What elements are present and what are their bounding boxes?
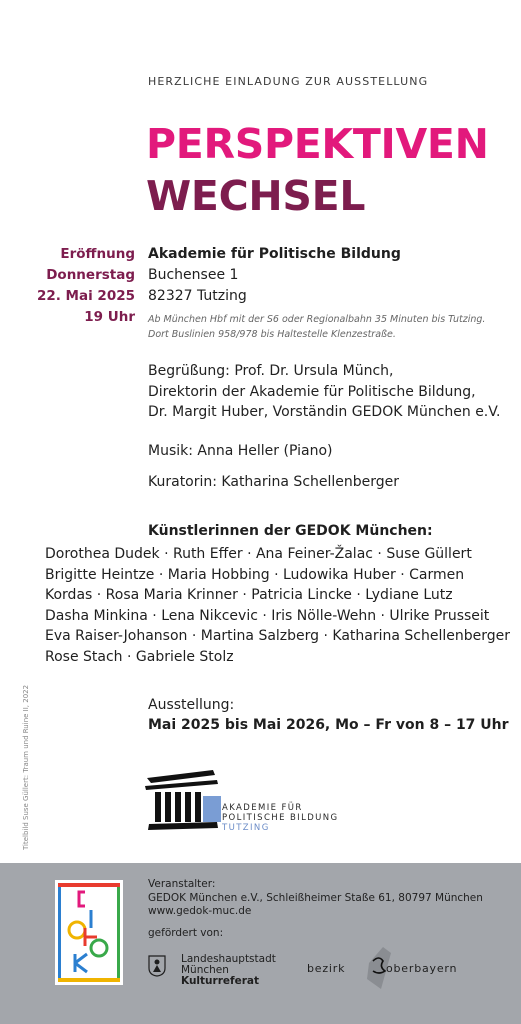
akademie-line-2: POLITISCHE BILDUNG <box>222 813 339 823</box>
artists-list <box>45 544 510 668</box>
organizer-block <box>148 878 483 919</box>
bezirk-wordmark-left: bezirk <box>307 962 346 975</box>
title-line-2: WECHSEL <box>146 172 366 220</box>
opening-time: 19 Uhr <box>84 309 135 325</box>
opening-label: Eröffnung <box>60 246 135 262</box>
greeting-line: Dr. Margit Huber, Vorständin GEDOK München e.V. <box>148 404 501 420</box>
funded-by-label: gefördert von: <box>148 927 224 939</box>
akademie-columns-logo <box>143 766 223 836</box>
music-credit: Musik: Anna Heller (Piano) <box>148 443 333 459</box>
venue-city: 82327 Tutzing <box>148 288 247 304</box>
artists-line: Rose Stach · Gabriele Stolz <box>45 648 234 665</box>
city-line-1: Landeshauptstadt <box>181 953 276 965</box>
munich-coat-of-arms-icon <box>148 955 166 977</box>
greeting-line: Direktorin der Akademie für Politische Bildung, <box>148 383 476 400</box>
venue-directions: Ab München Hbf mit der S6 oder Regionalbahn 35 Minuten bis Tutzing. Dort Buslinien 958/978 bis Haltestelle Klenzestraße. <box>148 314 486 340</box>
exhibition-label: Ausstellung: <box>148 697 235 713</box>
exhibition-dates: Mai 2025 bis Mai 2026, Mo – Fr von 8 – 17 Uhr <box>148 717 509 733</box>
organizer-address: GEDOK München e.V., Schleißheimer Staße 61, 80797 München <box>148 891 483 904</box>
greeting-block <box>148 361 500 423</box>
venue-name: Akademie für Politische Bildung <box>148 246 401 262</box>
venue-address <box>148 244 401 307</box>
artists-line: Kordas · Rosa Maria Krinner · Patricia Lincke · Lydiane Lutz <box>45 587 453 604</box>
akademie-line-3: TUTZING <box>222 823 270 833</box>
city-line-2: München <box>181 964 229 976</box>
artists-line: Eva Raiser-Johanson · Martina Salzberg · Katharina Schellenberger <box>45 628 511 645</box>
akademie-wordmark <box>222 803 339 833</box>
title-line-1: PERSPEKTIVEN <box>146 120 489 168</box>
cover-image-credit: Titelbild Suse Güllert: Traum und Ruine II, 2022 <box>22 684 30 850</box>
curator-credit: Kuratorin: Katharina Schellenberger <box>148 474 400 490</box>
munich-culture-logo <box>181 954 276 987</box>
gedok-logo <box>55 880 123 985</box>
opening-block <box>37 244 135 328</box>
opening-weekday: Donnerstag <box>46 267 135 283</box>
organizer-website[interactable]: www.gedok-muc.de <box>148 905 252 917</box>
greeting-line: Begrüßung: Prof. Dr. Ursula Münch, <box>148 363 394 379</box>
artists-line: Dorothea Dudek · Ruth Effer · Ana Feiner-Žalac · Suse Güllert <box>45 546 472 562</box>
bezirk-wordmark-right: oberbayern <box>386 962 458 975</box>
city-line-3: Kulturreferat <box>181 975 259 987</box>
invitation-eyebrow: HERZLICHE EINLADUNG ZUR AUSSTELLUNG <box>148 75 429 88</box>
venue-street: Buchensee 1 <box>148 267 239 283</box>
artists-heading: Künstlerinnen der GEDOK München: <box>148 523 433 539</box>
opening-date: 22. Mai 2025 <box>36 288 135 304</box>
artists-line: Dasha Minkina · Lena Nikcevic · Iris Nölle-Wehn · Ulrike Prusseit <box>45 607 490 624</box>
artists-line: Brigitte Heintze · Maria Hobbing · Ludowika Huber · Carmen <box>45 566 465 583</box>
organizer-label: Veranstalter: <box>148 878 216 890</box>
akademie-line-1: AKADEMIE FÜR <box>222 803 303 813</box>
